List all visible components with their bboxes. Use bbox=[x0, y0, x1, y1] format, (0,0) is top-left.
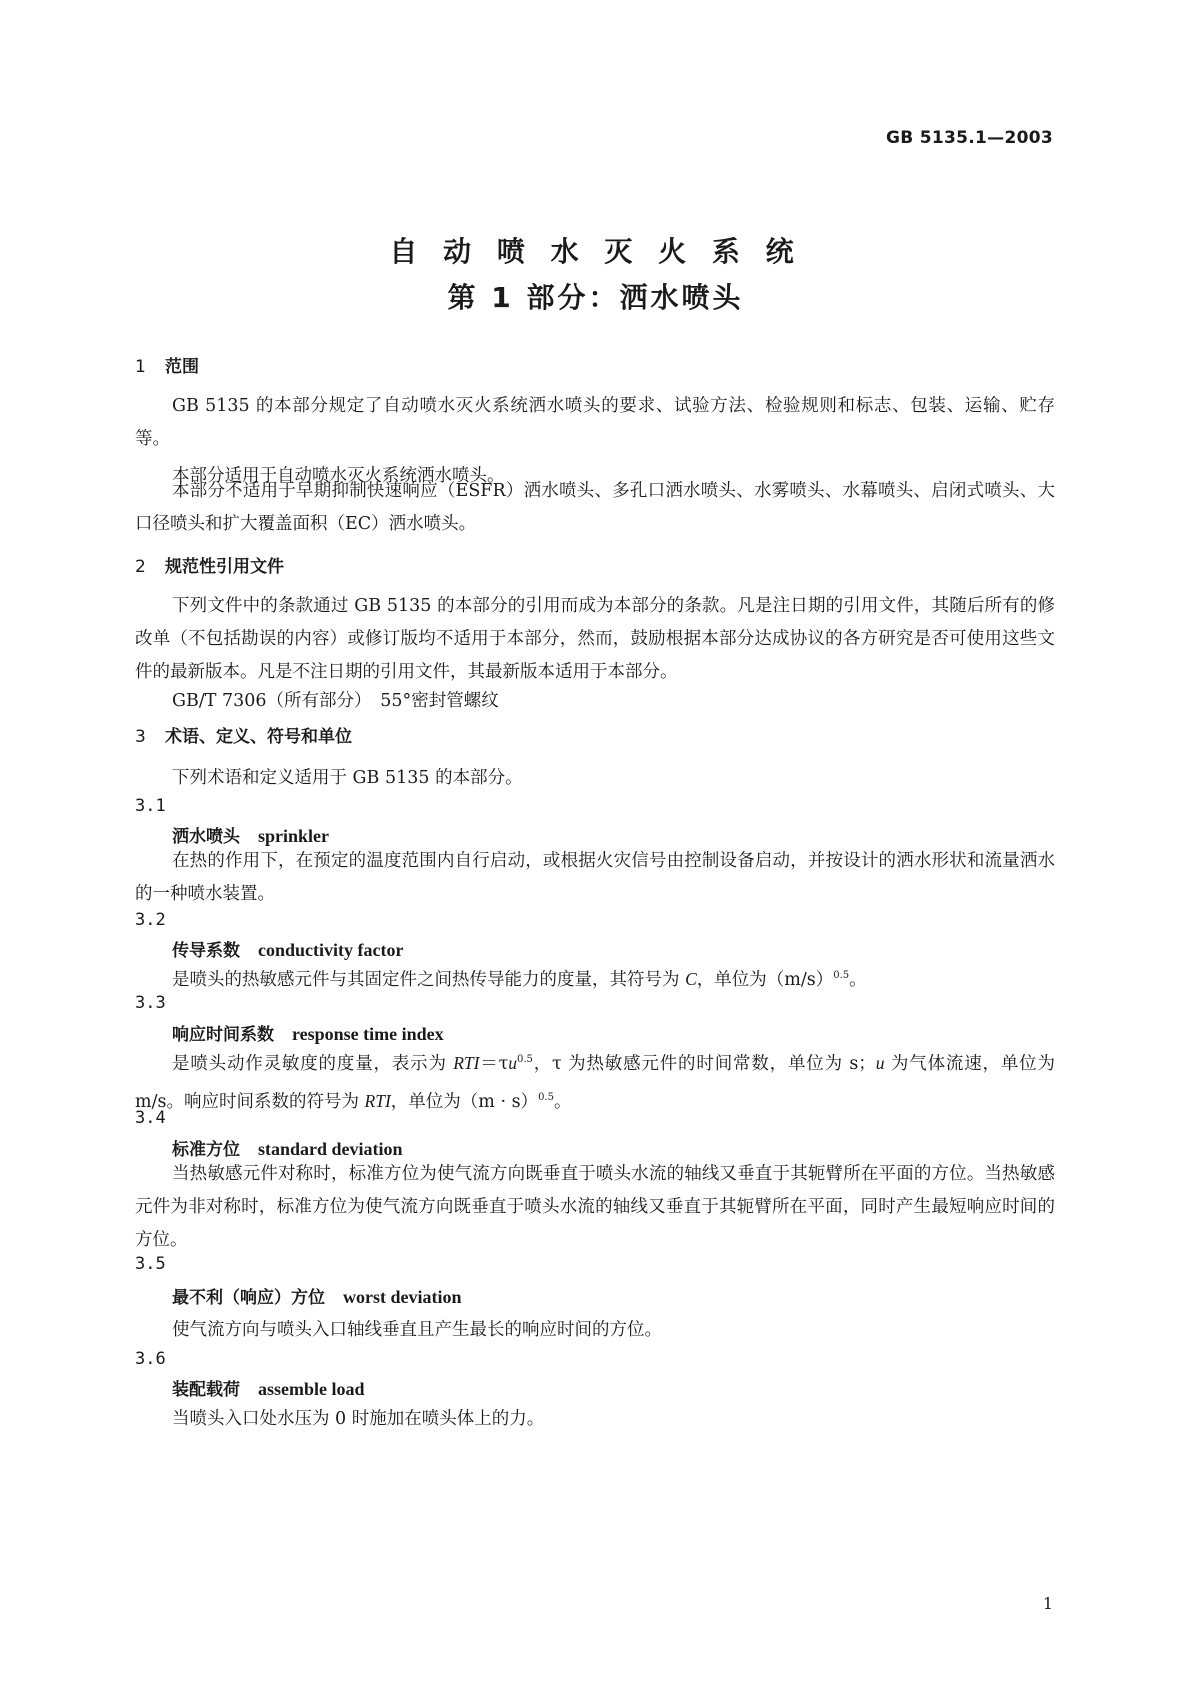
document-subtitle: 第 1 部分：洒水喷头 bbox=[447, 281, 744, 314]
term-en: conductivity factor bbox=[258, 940, 404, 960]
clause-number: 3.6 bbox=[135, 1349, 166, 1369]
clause-number: 3.2 bbox=[135, 910, 166, 930]
term-definition: 是喷头的热敏感元件与其固定件之间热传导能力的度量，其符号为 C，单位为$(m/s)^{0.5}$。 bbox=[172, 968, 867, 990]
term-zh: 标准方位 bbox=[172, 1140, 240, 1160]
term-entry bbox=[172, 1283, 462, 1308]
section-number: 2 bbox=[135, 557, 146, 577]
term-entry bbox=[172, 1135, 403, 1160]
term-zh: 响应时间系数 bbox=[172, 1025, 274, 1045]
term-definition: 当热敏感元件对称时，标准方位为使气流方向既垂直于喷头水流的轴线又垂直于其轭臂所在平面的方位。当热敏感元件为非对称时，标准方位为使气流方向既垂直于喷头水流的轴线又垂直于其轭臂所在平面，同时产生最短响应时间的方位。 bbox=[135, 1164, 1055, 1250]
paragraph: 本部分不适用于早期抑制快速响应（ESFR）洒水喷头、多孔口洒水喷头、水雾喷头、水幕喷头、启闭式喷头、大口径喷头和扩大覆盖面积（EC）洒水喷头。 bbox=[135, 481, 1055, 534]
term-entry bbox=[172, 1020, 444, 1045]
section-number: 1 bbox=[135, 357, 146, 377]
term-entry bbox=[172, 936, 403, 961]
paragraph: GB 5135 的本部分规定了自动喷水灭火系统洒水喷头的要求、试验方法、检验规则和标志、包装、运输、贮存等。 bbox=[135, 396, 1055, 449]
page-number: 1 bbox=[1042, 1594, 1053, 1613]
term-en: standard deviation bbox=[258, 1139, 403, 1159]
term-zh: 传导系数 bbox=[172, 941, 240, 961]
section-title: 术语、定义、符号和单位 bbox=[165, 727, 352, 747]
paragraph: 本部分适用于自动喷水灭火系统洒水喷头。 bbox=[172, 466, 505, 486]
standard-code: GB 5135.1—2003 bbox=[886, 128, 1053, 148]
paragraph: 下列术语和定义适用于 GB 5135 的本部分。 bbox=[172, 768, 523, 788]
section-title: 规范性引用文件 bbox=[165, 557, 284, 577]
term-zh: 最不利（响应）方位 bbox=[172, 1288, 325, 1308]
term-entry bbox=[172, 822, 329, 847]
clause-number: 3.3 bbox=[135, 993, 166, 1013]
term-zh: 洒水喷头 bbox=[172, 827, 240, 847]
section-title: 范围 bbox=[165, 357, 199, 377]
term-en: response time index bbox=[292, 1024, 444, 1044]
term-zh: 装配载荷 bbox=[172, 1380, 240, 1400]
term-entry bbox=[172, 1375, 365, 1400]
term-en: sprinkler bbox=[258, 826, 330, 846]
term-definition: 使气流方向与喷头入口轴线垂直且产生最长的响应时间的方位。 bbox=[172, 1320, 662, 1340]
term-definition: 是喷头动作灵敏度的度量，表示为 $RTI=\tau u^{0.5}$，τ 为热敏感元件的时间常数，单位为 s；u 为气体流速，单位为 m/s。响应时间系数的符号为 RTI，单位为$(m \cdot s)^{0.5}$。 bbox=[135, 1052, 1055, 1112]
section-heading-2 bbox=[135, 552, 284, 577]
clause-number: 3.5 bbox=[135, 1254, 166, 1274]
term-definition: 在热的作用下，在预定的温度范围内自行启动，或根据火灾信号由控制设备启动，并按设计的洒水形状和流量洒水的一种喷水装置。 bbox=[135, 851, 1055, 904]
clause-number: 3.4 bbox=[135, 1108, 166, 1128]
section-heading-3 bbox=[135, 722, 352, 747]
clause-number: 3.1 bbox=[135, 796, 166, 816]
section-number: 3 bbox=[135, 727, 146, 747]
document-title: 自 动 喷 水 灭 火 系 统 bbox=[389, 235, 802, 268]
term-en: worst deviation bbox=[343, 1287, 462, 1307]
term-en: assemble load bbox=[258, 1379, 365, 1399]
reference-entry: GB/T 7306（所有部分） 55°密封管螺纹 bbox=[172, 691, 499, 711]
paragraph: 下列文件中的条款通过 GB 5135 的本部分的引用而成为本部分的条款。凡是注日期的引用文件，其随后所有的修改单（不包括勘误的内容）或修订版均不适用于本部分，然而，鼓励根据本部分达成协议的各方研究是否可使用这些文件的最新版本。凡是不注日期的引用文件，其最新版本适用于本部分。 bbox=[135, 596, 1055, 682]
section-heading-1 bbox=[135, 352, 199, 377]
term-definition: 当喷头入口处水压为 0 时施加在喷头体上的力。 bbox=[172, 1409, 545, 1429]
